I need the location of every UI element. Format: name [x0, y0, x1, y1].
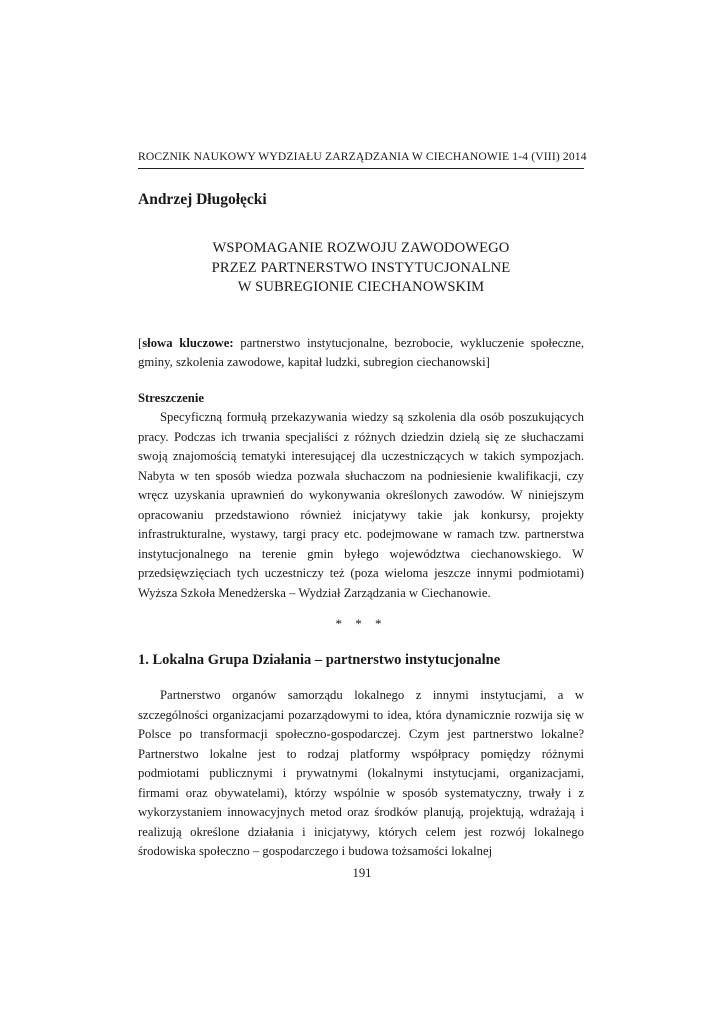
section-separator: * * * — [335, 616, 387, 631]
abstract-body — [138, 408, 584, 603]
keywords-open-bracket: [ — [138, 335, 143, 350]
keywords-label: słowa kluczowe: — [142, 335, 234, 350]
running-head: ROCZNIK NAUKOWY WYDZIAŁU ZARZĄDZANIA W CIECHANOWIE 1-4 (VIII) 2014 — [138, 150, 584, 169]
journal-page — [138, 150, 587, 862]
abstract-paragraph: Specyficzną formułą przekazywania wiedzy są szkolenia dla osób poszukujących pracy. Podczas ich trwania specjaliści z różnych dziedzin dzielą się ze słuchaczami swoją znajomością tematyki interesującej dla uczestniczących w takich sympozjach. Nabyta w ten sposób wiedza pozwala słuchaczom na podniesienie kwalifikacji, czy wręcz uzyskania uprawnień do wykonywania określonych zawodów. W niniejszym opracowaniu przedstawiono również inicjatywy takie jak konkursy, projekty infrastrukturalne, wystawy, targi pracy etc. podejmowane w ramach tzw. partnerstwa instytucjonalnego na terenie gmin byłego województwa ciechanowskiego. W przedsięwzięciach tych uczestniczy też (poza wieloma jeszcze innymi podmiotami) Wyższa Szkoła Menedżerska – Wydział Zarządzania w Ciechanowie. — [138, 410, 584, 600]
page-number: 191 — [352, 866, 372, 880]
title-line: PRZEZ PARTNERSTWO INSTYTUCJONALNE — [211, 259, 511, 276]
section-paragraph: Partnerstwo organów samorządu lokalnego z innymi instytucjami, a w szczególności organizacjami pozarządowymi to idea, która dynamicznie rozwija się w Polsce po transformacji społeczno-gospodarczej. Czym jest partnerstwo lokalne? Partnerstwo lokalne jest to rodzaj platformy współpracy pomiędzy różnymi podmiotami publicznymi i prywatnymi (lokalnymi instytucjami, organizacjami, firmami oraz obywatelami), którzy wspólnie w sposób systematyczny, trwały i z wykorzystaniem innowacyjnych metod oraz środków planują, projektują, wdrażają i realizują określone działania i inicjatywy, których celem jest rozwój lokalnego środowiska społeczno – gospodarczego i budowa tożsamości lokalnej — [138, 688, 584, 858]
section-heading: 1. Lokalna Grupa Działania – partnerstwo instytucjonalne — [138, 652, 501, 668]
section-body — [138, 686, 584, 862]
keywords-text: partnerstwo instytucjonalne, bezrobocie, wykluczenie społeczne, gminy, szkolenia zawodowe, kapitał ludzki, subregion ciechanowski] — [138, 335, 584, 369]
keywords-block — [138, 334, 584, 373]
abstract-heading: Streszczenie — [138, 390, 204, 405]
title-line: W SUBREGIONIE CIECHANOWSKIM — [237, 279, 485, 295]
article-title — [138, 239, 584, 298]
author-name: Andrzej Długołęcki — [138, 191, 267, 208]
title-line: WSPOMAGANIE ROZWOJU ZAWODOWEGO — [212, 240, 510, 256]
